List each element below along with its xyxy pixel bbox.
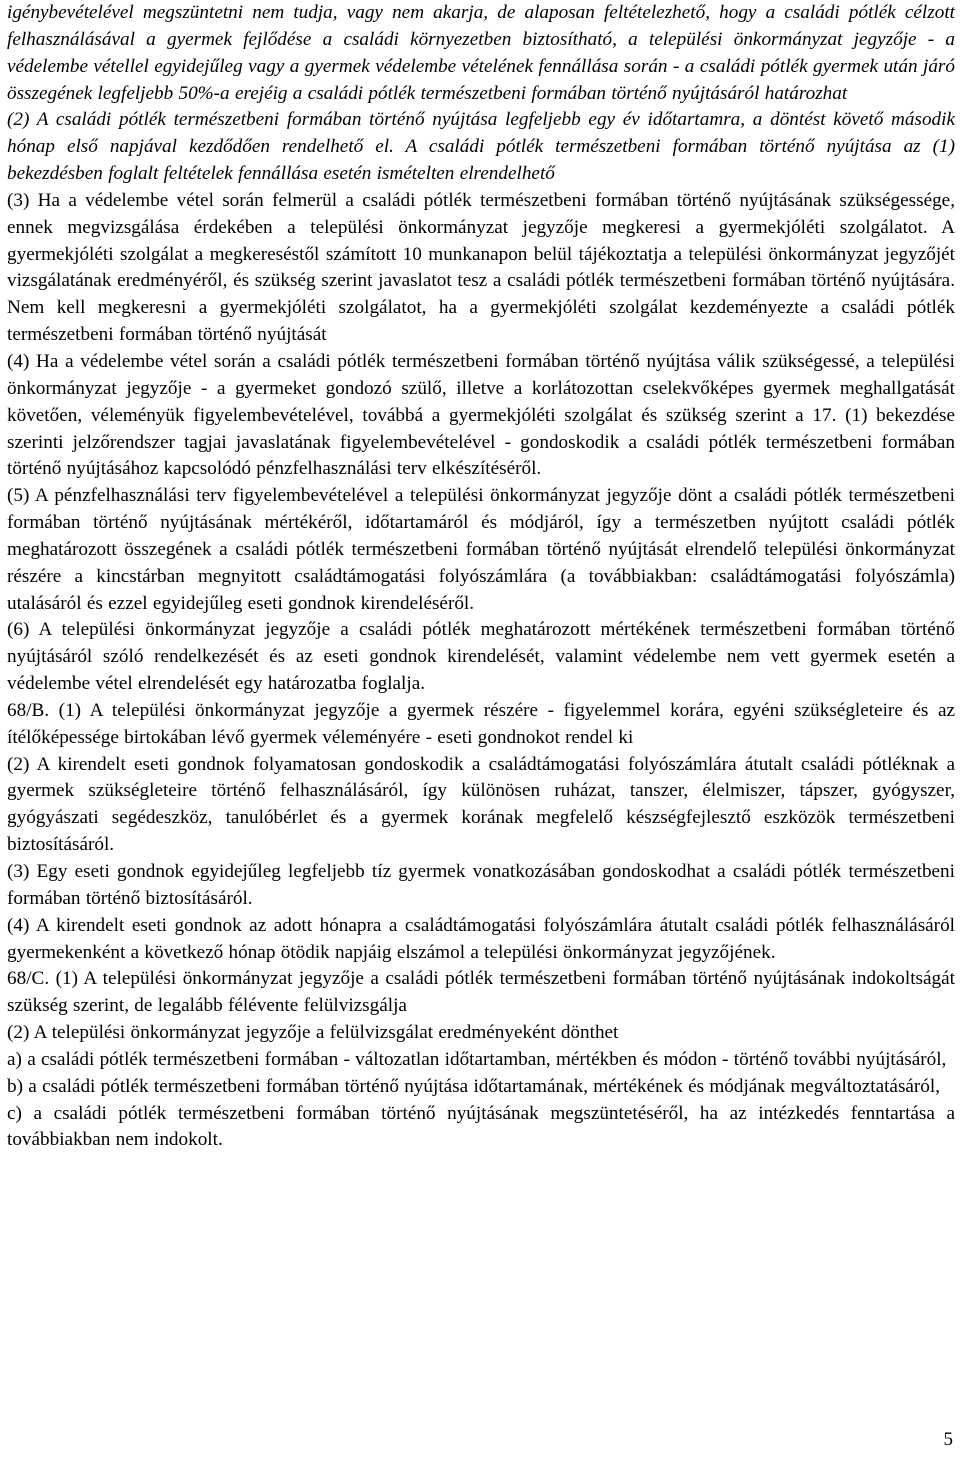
paragraph-2: [7, 107, 955, 188]
paragraph-5: (5) A pénzfelhasználási terv figyelembevételével a települési önkormányzat jegyzője dönt a családi pótlék természetbeni formában történő nyújtásának mértékéről, időtartamáról és módjáról, így a természetben nyújtott családi pótlék meghatározott összegének a családi pótlék természetbeni formában történő nyújtását elrendelő települési önkormányzat részére a kincstárban megnyitott családtámogatási folyószámlára (a továbbiakban: családtámogatási folyószámla) utalásáról és ezzel egyidejűleg eseti gondnok kirendeléséről.: [7, 485, 955, 614]
paragraph-2-continuation: A családi pótlék természetbeni formában történő nyújtása az (1) bekezdésben foglalt feltételek fennállása esetén ismételten elrendelhető: [7, 136, 955, 185]
section-68b-3: (3) Egy eseti gondnok egyidejűleg legfeljebb tíz gyermek vonatkozásában gondoskodhat a családi pótlék természetbeni formában történő biztosításáról.: [7, 861, 955, 909]
section-68c-2-a: a) a családi pótlék természetbeni formában - változatlan időtartamban, mértékben és módon - történő további nyújtásáról,: [7, 1048, 947, 1070]
section-68c-1: 68/C. (1) A települési önkormányzat jegyzője a családi pótlék természetbeni formában történő nyújtásának indokoltságát szükség szerint, de legalább félévente felülvizsgálja: [7, 968, 955, 1017]
paragraph-6: (6) A települési önkormányzat jegyzője a családi pótlék meghatározott mértékének természetbeni formában történő nyújtásáról szóló rendelkezését és az eseti gondnok kirendelését, valamint védelembe nem vett gyermek esetén a védelembe vétel elrendelését egy határozatba foglalja.: [7, 619, 955, 695]
paragraph-1-continuation: igénybevételével megszüntetni nem tudja, vagy nem akarja, de alaposan feltételezhető, hogy a családi pótlék célzott felhasználásával a gyermek fejlődése a családi környezetben biztosítható, a települési önkormányzat jegyzője - a védelembe vétellel egyidejűleg vagy a gyermek védelembe vételének fennállása során - a családi pótlék gyermek után járó összegének legfeljebb 50%-a erejéig a családi pótlék természetbeni formában történő nyújtásáról határozhat: [7, 2, 955, 104]
section-68c-2-b: b) a családi pótlék természetbeni formában történő nyújtása időtartamának, mértékének és módjának megváltoztatásáról,: [7, 1075, 941, 1097]
section-68c-2: (2) A települési önkormányzat jegyzője a felülvizsgálat eredményeként dönthet: [7, 1022, 619, 1044]
page-number: 5: [943, 1429, 953, 1450]
paragraph-3: (3) Ha a védelembe vétel során felmerül a családi pótlék természetbeni formában történő nyújtásának szükségessége, ennek megvizsgálása érdekében a települési önkormányzat jegyzője megkeresi a gyermekjóléti szolgálatot. A gyermekjóléti szolgálat a megkereséstől számított 10 munkanapon belül tájékoztatja a települési önkormányzat jegyzőjét vizsgálatának eredményéről, és szükség szerint javaslatot tesz a családi pótlék természetbeni formában történő nyújtására. Nem kell megkeresni a gyermekjóléti szolgálatot, ha a gyermekjóléti szolgálat kezdeményezte a családi pótlék természetbeni formában történő nyújtását: [7, 189, 955, 346]
paragraph-4: (4) Ha a védelembe vétel során a családi pótlék természetbeni formában történő nyújtása válik szükségessé, a települési önkormányzat jegyzője - a gyermeket gondozó szülő, illetve a korlátozottan cselekvőképes gyermek meghallgatását követően, véleményük figyelembevételével, továbbá a gyermekjóléti szolgálat és szükség szerint a 17. (1) bekezdése szerinti jelzőrendszer tagjai javaslatának figyelembevételével - gondoskodik a családi pótlék természetbeni formában történő nyújtásához kapcsolódó pénzfelhasználási terv elkészítéséről.: [7, 350, 955, 480]
section-68b-1: 68/B. (1) A települési önkormányzat jegyzője a gyermek részére - figyelemmel korára, egyéni szükségleteire és az ítélőképessége birtokában lévő gyermek véleményére - eseti gondnokot rendel ki: [7, 699, 955, 748]
section-68b-2: (2) A kirendelt eseti gondnok folyamatosan gondoskodik a családtámogatási folyószámlára átutalt családi pótléknak a gyermek szükségleteire történő felhasználásáról, így különösen ruházat, tanszer, élelmiszer, tápszer, gyógyszer, gyógyászati segédeszköz, tanulóbérlet és a gyermek korának megfelelő készségfejlesztő eszközök természetbeni biztosításáról.: [7, 753, 955, 856]
paragraph-2-main: (2) A családi pótlék természetbeni formában történő nyújtása legfeljebb egy év időtartamra, a döntést követő második hónap első napjával kezdődően rendelhető el.: [7, 109, 955, 158]
section-68b-4: (4) A kirendelt eseti gondnok az adott hónapra a családtámogatási folyószámlára átutalt családi pótlék felhasználásáról gyermekenként a következő hónap ötödik napjáig elszámol a települési önkormányzat jegyzőjének.: [7, 914, 955, 963]
section-68c-2-c: c) a családi pótlék természetbeni formában történő nyújtásának megszüntetéséről, ha az intézkedés fenntartása a továbbiakban nem indokolt.: [7, 1102, 955, 1151]
document-page: [7, 0, 955, 1154]
